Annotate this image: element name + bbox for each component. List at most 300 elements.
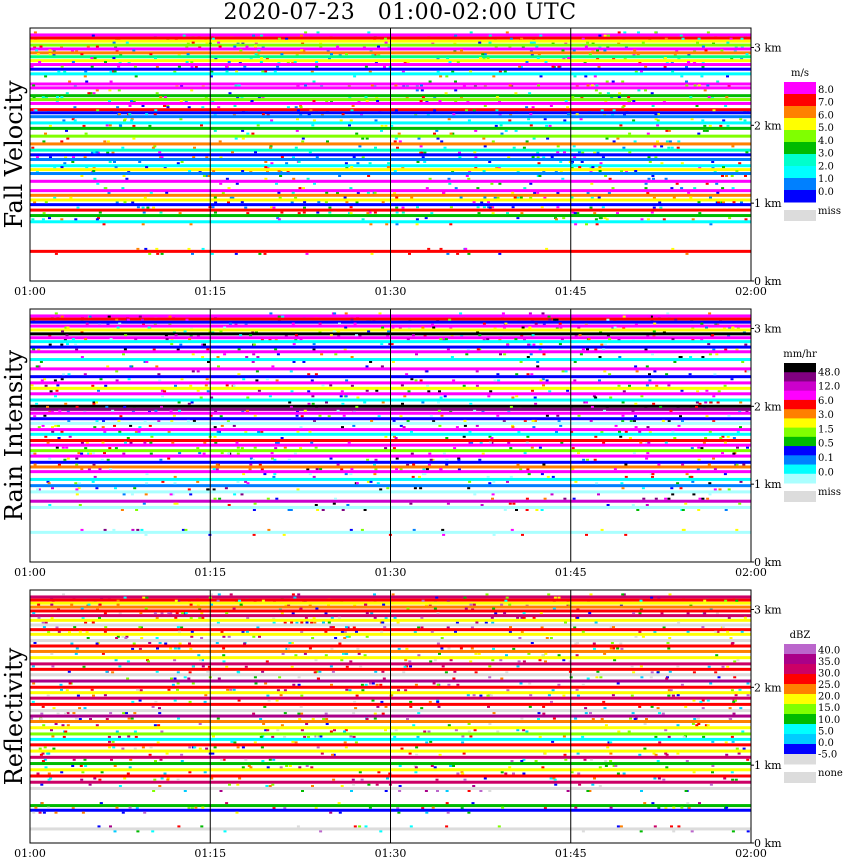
heatmap-cell [609, 753, 612, 755]
heatmap-cell [558, 66, 561, 68]
heatmap-cell [31, 218, 34, 220]
heatmap-cell [185, 46, 188, 48]
heatmap-cell [478, 334, 481, 336]
legend-label: 5.0 [818, 123, 834, 135]
legend-miss-label: miss [818, 206, 841, 217]
heatmap-cell [646, 504, 649, 506]
heatmap-cell [520, 38, 523, 40]
heatmap-cell [249, 464, 252, 466]
heatmap-cell [650, 597, 653, 599]
heatmap-cell [233, 689, 236, 691]
heatmap-cell [345, 201, 348, 203]
heatmap-cell [192, 353, 195, 355]
heatmap-cell [129, 766, 132, 768]
heatmap-cell [38, 617, 41, 619]
heatmap-cell [269, 759, 272, 761]
heatmap-cell [395, 138, 398, 140]
heatmap-cell [42, 706, 45, 708]
heatmap-cell [61, 378, 64, 380]
heatmap-cell [396, 212, 399, 214]
heatmap-cell [541, 206, 544, 208]
heatmap-cell [108, 447, 111, 449]
heatmap-cell [102, 442, 105, 444]
heatmap-cell [341, 390, 344, 392]
fall-velocity-panel [0, 22, 850, 298]
legend-swatch [784, 400, 816, 410]
heatmap-cell [582, 38, 585, 40]
heatmap-cell [710, 784, 713, 786]
heatmap-cell [693, 671, 696, 673]
heatmap-cell [595, 482, 598, 484]
heatmap-cell [489, 35, 492, 37]
heatmap-cell [662, 713, 665, 715]
heatmap-cell [80, 453, 83, 455]
heatmap-cell [58, 410, 61, 412]
heatmap-cell [303, 207, 306, 209]
heatmap-cell [376, 706, 379, 708]
rain-intensity-panel [0, 303, 850, 579]
heatmap-cell [349, 689, 352, 691]
heatmap-cell [199, 659, 202, 661]
heatmap-cell [434, 766, 437, 768]
heatmap-cell [487, 476, 490, 478]
heatmap-cell [724, 473, 727, 475]
heatmap-cell [677, 147, 680, 149]
heatmap-cell [544, 660, 547, 662]
heatmap-cell [516, 617, 519, 619]
heatmap-cell [622, 147, 625, 149]
heatmap-cell [446, 459, 449, 461]
heatmap-cell [245, 356, 248, 358]
heatmap-cell [158, 707, 161, 709]
heatmap-cell [632, 671, 635, 673]
heatmap-cell [259, 718, 262, 720]
heatmap-cell [596, 671, 599, 673]
heatmap-cell [152, 147, 155, 149]
heatmap-cell [395, 437, 398, 439]
heatmap-cell [140, 529, 143, 531]
heatmap-cell [228, 784, 231, 786]
heatmap-cell [123, 119, 126, 121]
heatmap-cell [439, 75, 442, 77]
heatmap-cell [506, 689, 509, 691]
heatmap-cell [422, 96, 425, 98]
heatmap-cell [506, 212, 509, 214]
heatmap-cell [641, 218, 644, 220]
heatmap-cell [138, 626, 141, 628]
heatmap-cell [481, 53, 484, 55]
heatmap-cell [219, 140, 222, 142]
heatmap-cell [233, 741, 236, 743]
heatmap-cell [255, 53, 258, 55]
heatmap-cell [420, 84, 423, 86]
heatmap-cell [118, 665, 121, 667]
heatmap-cell [409, 701, 412, 703]
heatmap-cell [629, 718, 632, 720]
heatmap-cell [236, 183, 239, 185]
heatmap-cell [122, 712, 125, 714]
heatmap-cell [311, 785, 314, 787]
heatmap-cell [698, 84, 701, 86]
heatmap-cell [534, 403, 537, 405]
heatmap-cell [336, 46, 339, 48]
heatmap-cell [54, 379, 57, 381]
heatmap-cell [108, 192, 111, 194]
heatmap-cell [697, 509, 700, 511]
heatmap-cell [271, 784, 274, 786]
heatmap-cell [672, 807, 675, 809]
legend-label: 8.0 [818, 84, 834, 96]
heatmap-cell [176, 612, 179, 614]
heatmap-cell [449, 765, 452, 767]
heatmap-cell [638, 754, 641, 756]
heatmap-cell [422, 600, 425, 602]
heatmap-cell [136, 529, 139, 531]
x-tick-label: 01:15 [194, 847, 227, 860]
x-tick-label: 01:00 [14, 566, 46, 579]
heatmap-cell [111, 671, 114, 673]
heatmap-cell [284, 712, 287, 714]
heatmap-cell [379, 684, 382, 686]
legend-label: 6.0 [818, 110, 834, 122]
heatmap-cell [638, 706, 641, 708]
heatmap-cell [526, 498, 529, 500]
heatmap-cell [170, 410, 173, 412]
heatmap-cell [482, 138, 485, 140]
heatmap-cell [159, 642, 162, 644]
heatmap-cell [489, 207, 492, 209]
heatmap-cell [226, 384, 229, 386]
heatmap-cell [350, 166, 353, 168]
legend-label: 12.0 [818, 381, 841, 393]
heatmap-cell [297, 84, 300, 86]
heatmap-cell [464, 420, 467, 422]
heatmap-cell [330, 626, 333, 628]
heatmap-cell [652, 105, 655, 107]
heatmap-cell [249, 334, 252, 336]
heatmap-cell [193, 746, 196, 748]
heatmap-cell [246, 46, 249, 48]
heatmap-cell [369, 223, 372, 225]
heatmap-cell [184, 529, 187, 531]
heatmap-cell [322, 509, 325, 511]
heatmap-cell [492, 140, 495, 142]
heatmap-cell [477, 206, 480, 208]
heatmap-cell [550, 637, 553, 639]
heatmap-cell [520, 760, 523, 762]
heatmap-cell [586, 348, 589, 350]
heatmap-cell [366, 365, 369, 367]
heatmap-cell [572, 447, 575, 449]
heatmap-cell [657, 671, 660, 673]
heatmap-cell [520, 197, 523, 199]
heatmap-cell [65, 447, 68, 449]
heatmap-cell [634, 403, 637, 405]
heatmap-cell [393, 736, 396, 738]
heatmap-cell [266, 729, 269, 731]
heatmap-cell [329, 384, 332, 386]
heatmap-cell [578, 166, 581, 168]
heatmap-cell [549, 125, 552, 127]
heatmap-cell [691, 830, 694, 832]
heatmap-cell [115, 319, 118, 321]
heatmap-cell [541, 473, 544, 475]
heatmap-cell [438, 410, 441, 412]
heatmap-cell [112, 741, 115, 743]
heatmap-cell [222, 654, 225, 656]
heatmap-cell [366, 138, 369, 140]
heatmap-cell [439, 338, 442, 340]
heatmap-cell [412, 334, 415, 336]
heatmap-cell [694, 84, 697, 86]
heatmap-cell [505, 654, 508, 656]
heatmap-cell [264, 253, 267, 255]
heatmap-cell [330, 458, 333, 460]
heatmap-cell [432, 807, 435, 809]
heatmap-cell [342, 509, 345, 511]
heatmap-cell [117, 66, 120, 68]
heatmap-cell [733, 201, 736, 203]
heatmap-cell [328, 207, 331, 209]
heatmap-cell [532, 426, 535, 428]
heatmap-cell [386, 778, 389, 780]
heatmap-cell [280, 694, 283, 696]
heatmap-cell [437, 643, 440, 645]
heatmap-cell [252, 636, 255, 638]
heatmap-cell [349, 187, 352, 189]
heatmap-cell [150, 453, 153, 455]
heatmap-cell [447, 684, 450, 686]
heatmap-cell [545, 61, 548, 63]
heatmap-cell [447, 348, 450, 350]
heatmap-cell [520, 212, 523, 214]
heatmap-cell [651, 706, 654, 708]
heatmap-cell [574, 718, 577, 720]
heatmap-cell [37, 604, 40, 606]
heatmap-cell [55, 312, 58, 314]
heatmap-cell [628, 151, 631, 153]
heatmap-cell [732, 453, 735, 455]
heatmap-cell [284, 689, 287, 691]
heatmap-cell [651, 353, 654, 355]
heatmap-cell [337, 410, 340, 412]
heatmap-cell [315, 61, 318, 63]
heatmap-cell [198, 617, 201, 619]
heatmap-cell [273, 459, 276, 461]
heatmap-cell [254, 600, 257, 602]
heatmap-cell [352, 425, 355, 427]
heatmap-cell [593, 643, 596, 645]
heatmap-cell [279, 175, 282, 177]
heatmap-cell [201, 617, 204, 619]
heatmap-cell [61, 330, 64, 332]
heatmap-cell [715, 353, 718, 355]
heatmap-cell [601, 718, 604, 720]
heatmap-cell [701, 626, 704, 628]
heatmap-cell [261, 671, 264, 673]
heatmap-cell [623, 31, 626, 33]
heatmap-cell [563, 736, 566, 738]
heatmap-cell [582, 348, 585, 350]
heatmap-cell [325, 201, 328, 203]
heatmap-cell [528, 683, 531, 685]
heatmap-cell [171, 442, 174, 444]
heatmap-cell [188, 248, 191, 250]
heatmap-cell [271, 736, 274, 738]
heatmap-cell [473, 604, 476, 606]
heatmap-cell [645, 458, 648, 460]
heatmap-cell [659, 207, 662, 209]
heatmap-cell [403, 395, 406, 397]
heatmap-cell [101, 459, 104, 461]
heatmap-cell [124, 597, 127, 599]
heatmap-cell [33, 96, 36, 98]
heatmap-cell [357, 192, 360, 194]
heatmap-cell [711, 741, 714, 743]
heatmap-cell [292, 323, 295, 325]
heatmap-cell [117, 604, 120, 606]
heatmap-cell [149, 754, 152, 756]
heatmap-cell [512, 773, 515, 775]
heatmap-cell [511, 192, 514, 194]
heatmap-cell [158, 151, 161, 153]
legend-swatch [784, 474, 816, 484]
heatmap-cell [184, 676, 187, 678]
heatmap-cell [324, 631, 327, 633]
heatmap-cell [235, 138, 238, 140]
heatmap-cell [294, 453, 297, 455]
heatmap-cell [160, 759, 163, 761]
heatmap-cell [136, 248, 139, 250]
heatmap-cell [292, 156, 295, 158]
heatmap-cell [134, 338, 137, 340]
heatmap-cell [580, 353, 583, 355]
heatmap-cell [402, 207, 405, 209]
heatmap-cell [350, 529, 353, 531]
heatmap-cell [465, 353, 468, 355]
x-tick-label: 01:15 [194, 285, 227, 298]
heatmap-cell [448, 319, 451, 321]
heatmap-cell [445, 825, 448, 827]
heatmap-cell [361, 684, 364, 686]
heatmap-cell [139, 700, 142, 702]
heatmap-cell [51, 617, 54, 619]
heatmap-cell [739, 402, 742, 404]
heatmap-cell [224, 830, 227, 832]
heatmap-cell [81, 356, 84, 358]
heatmap-cell [709, 197, 712, 199]
heatmap-cell [146, 473, 149, 475]
heatmap-cell [86, 323, 89, 325]
heatmap-cell [453, 447, 456, 449]
heatmap-cell [685, 84, 688, 86]
heatmap-cell [501, 771, 504, 773]
heatmap-cell [68, 81, 71, 83]
heatmap-cell [556, 151, 559, 153]
heatmap-cell [244, 207, 247, 209]
heatmap-cell [676, 665, 679, 667]
heatmap-cell [709, 223, 712, 225]
heatmap-cell [554, 597, 557, 599]
heatmap-cell [84, 338, 87, 340]
heatmap-cell [301, 140, 304, 142]
heatmap-cell [399, 140, 402, 142]
heatmap-cell [421, 89, 424, 91]
heatmap-cell [382, 713, 385, 715]
heatmap-cell [143, 442, 146, 444]
heatmap-cell [693, 718, 696, 720]
legend-label: 3.0 [818, 148, 834, 160]
heatmap-cell [428, 453, 431, 455]
heatmap-cell [101, 771, 104, 773]
heatmap-cell [150, 746, 153, 748]
heatmap-cell [441, 415, 444, 417]
heatmap-cell [278, 170, 281, 172]
heatmap-cell [586, 790, 589, 792]
heatmap-cell [538, 162, 541, 164]
heatmap-cell [702, 736, 705, 738]
heatmap-cell [174, 648, 177, 650]
heatmap-cell [535, 46, 538, 48]
heatmap-cell [657, 119, 660, 121]
heatmap-cell [275, 498, 278, 500]
heatmap-cell [487, 695, 490, 697]
heatmap-cell [522, 773, 525, 775]
heatmap-cell [637, 89, 640, 91]
heatmap-cell [143, 503, 146, 505]
heatmap-cell [491, 498, 494, 500]
heatmap-cell [714, 468, 717, 470]
heatmap-cell [607, 92, 610, 94]
heatmap-cell [538, 712, 541, 714]
heatmap-cell [473, 694, 476, 696]
heatmap-cell [342, 113, 345, 115]
heatmap-cell [496, 731, 499, 733]
heatmap-cell [95, 402, 98, 404]
heatmap-cell [377, 482, 380, 484]
heatmap-cell [89, 718, 92, 720]
heatmap-cell [254, 46, 257, 48]
heatmap-cell [384, 729, 387, 731]
heatmap-cell [142, 207, 145, 209]
heatmap-cell [77, 207, 80, 209]
heatmap-cell [307, 390, 310, 392]
heatmap-cell [697, 447, 700, 449]
heatmap-cell [272, 476, 275, 478]
heatmap-cell [365, 684, 368, 686]
heatmap-cell [403, 426, 406, 428]
heatmap-cell [217, 365, 220, 367]
heatmap-cell [97, 390, 100, 392]
heatmap-cell [241, 201, 244, 203]
heatmap-cell [298, 684, 301, 686]
heatmap-cell [304, 410, 307, 412]
heatmap-cell [242, 473, 245, 475]
heatmap-cell [48, 779, 51, 781]
heatmap-cell [454, 100, 457, 102]
heatmap-cell [343, 637, 346, 639]
heatmap-cell [511, 760, 514, 762]
heatmap-cell [191, 402, 194, 404]
heatmap-cell [174, 678, 177, 680]
heatmap-cell [539, 736, 542, 738]
heatmap-cell [612, 187, 615, 189]
heatmap-cell [235, 84, 238, 86]
heatmap-cell [552, 476, 555, 478]
heatmap-cell [454, 631, 457, 633]
heatmap-cell [602, 206, 605, 208]
heatmap-cell [50, 390, 53, 392]
